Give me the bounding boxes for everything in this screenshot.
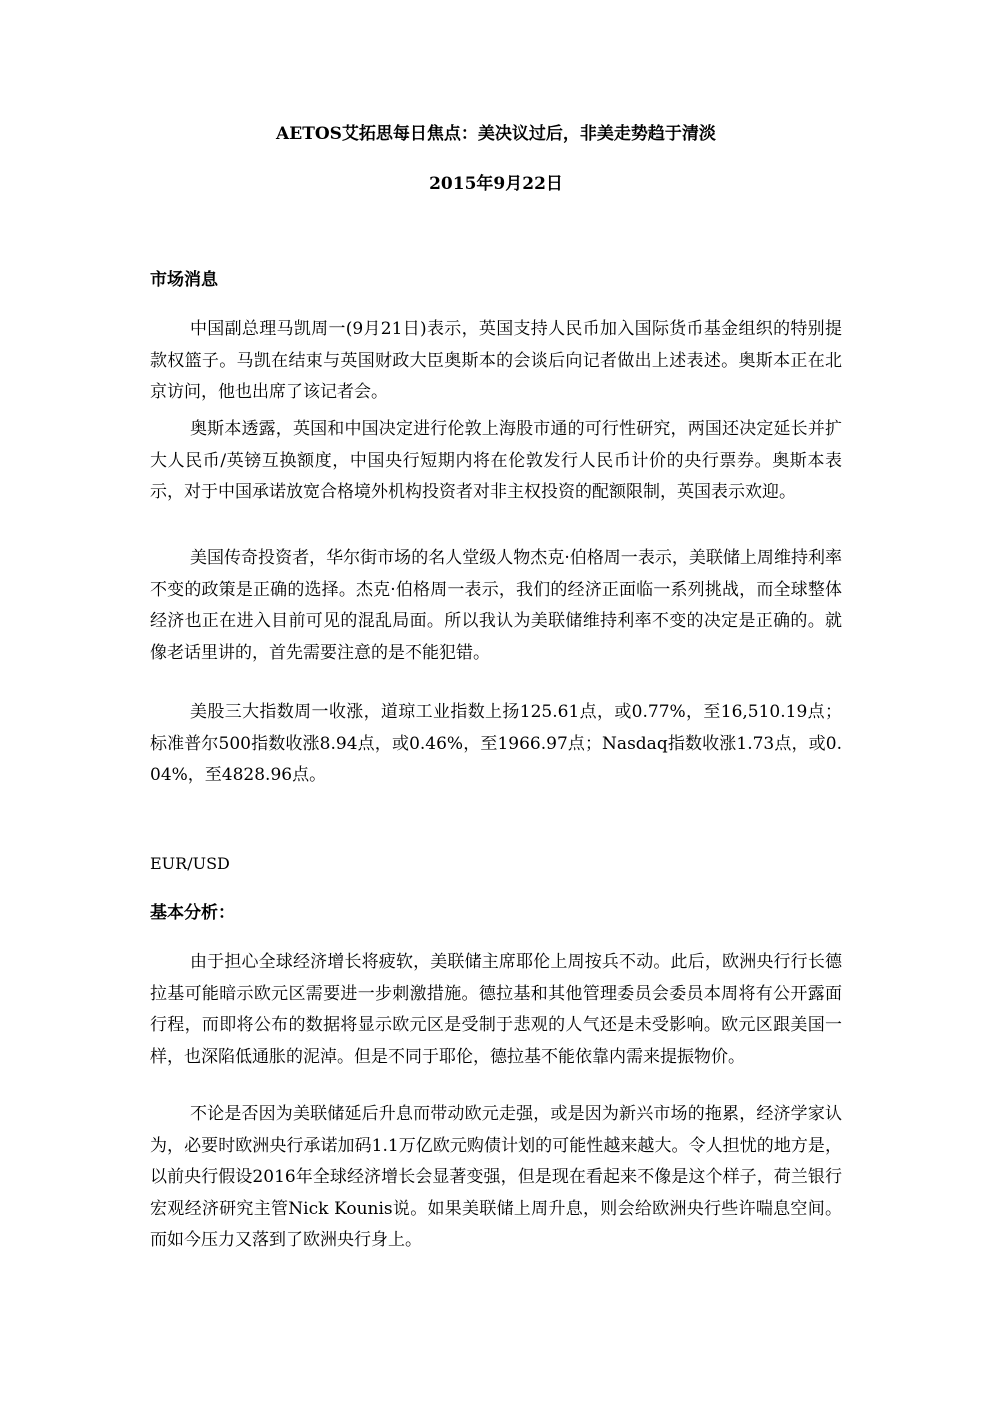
- section-heading-fundamental-analysis: 基本分析：: [150, 903, 235, 923]
- paragraph: 中国副总理马凯周一(9月21日)表示，英国支持人民币加入国际货币基金组织的特别提款权篮子。马凯在结束与英国财政大臣奥斯本的会谈后向记者做出上述表述。奥斯本正在北京访问，他也出席了该记者会。: [150, 319, 842, 402]
- paragraph: 美股三大指数周一收涨，道琼工业指数上扬125.61点，或0.77%，至16,510.19点；标准普尔500指数收涨8.94点，或0.46%，至1966.97点；Nasdaq指数收涨1.73点，或0.04%，至4828.96点。: [150, 702, 842, 785]
- document-date: 2015年9月22日: [429, 174, 563, 194]
- currency-pair-label: EUR/USD: [150, 854, 230, 873]
- paragraph: 美国传奇投资者，华尔街市场的名人堂级人物杰克·伯格周一表示，美联储上周维持利率不变的政策是正确的选择。杰克·伯格周一表示，我们的经济正面临一系列挑战，而全球整体经济也正在进入目前可见的混乱局面。所以我认为美联储维持利率不变的决定是正确的。就像老话里讲的，首先需要注意的是不能犯错。: [150, 548, 842, 663]
- paragraph: 不论是否因为美联储延后升息而带动欧元走强，或是因为新兴市场的拖累，经济学家认为，必要时欧洲央行承诺加码1.1万亿欧元购债计划的可能性越来越大。令人担忧的地方是，以前央行假设2016年全球经济增长会显著变强，但是现在看起来不像是这个样子，荷兰银行宏观经济研究主管Nick Kounis说。如果美联储上周升息，则会给欧洲央行些许喘息空间。而如今压力又落到了欧洲央行身上。: [150, 1104, 842, 1250]
- paragraph: 由于担心全球经济增长将疲软，美联储主席耶伦上周按兵不动。此后，欧洲央行行长德拉基可能暗示欧元区需要进一步刺激措施。德拉基和其他管理委员会委员本周将有公开露面行程，而即将公布的数据将显示欧元区是受制于悲观的人气还是未受影响。欧元区跟美国一样，也深陷低通胀的泥淖。但是不同于耶伦，德拉基不能依靠内需来提振物价。: [150, 952, 842, 1067]
- paragraph: 奥斯本透露，英国和中国决定进行伦敦上海股市通的可行性研究，两国还决定延长并扩大人民币/英镑互换额度，中国央行短期内将在伦敦发行人民币计价的央行票券。奥斯本表示，对于中国承诺放宽合格境外机构投资者对非主权投资的配额限制，英国表示欢迎。: [150, 419, 842, 502]
- document-title: AETOS艾拓思每日焦点：美决议过后，非美走势趋于清淡: [276, 124, 716, 144]
- section-heading-market-news: 市场消息: [150, 270, 218, 290]
